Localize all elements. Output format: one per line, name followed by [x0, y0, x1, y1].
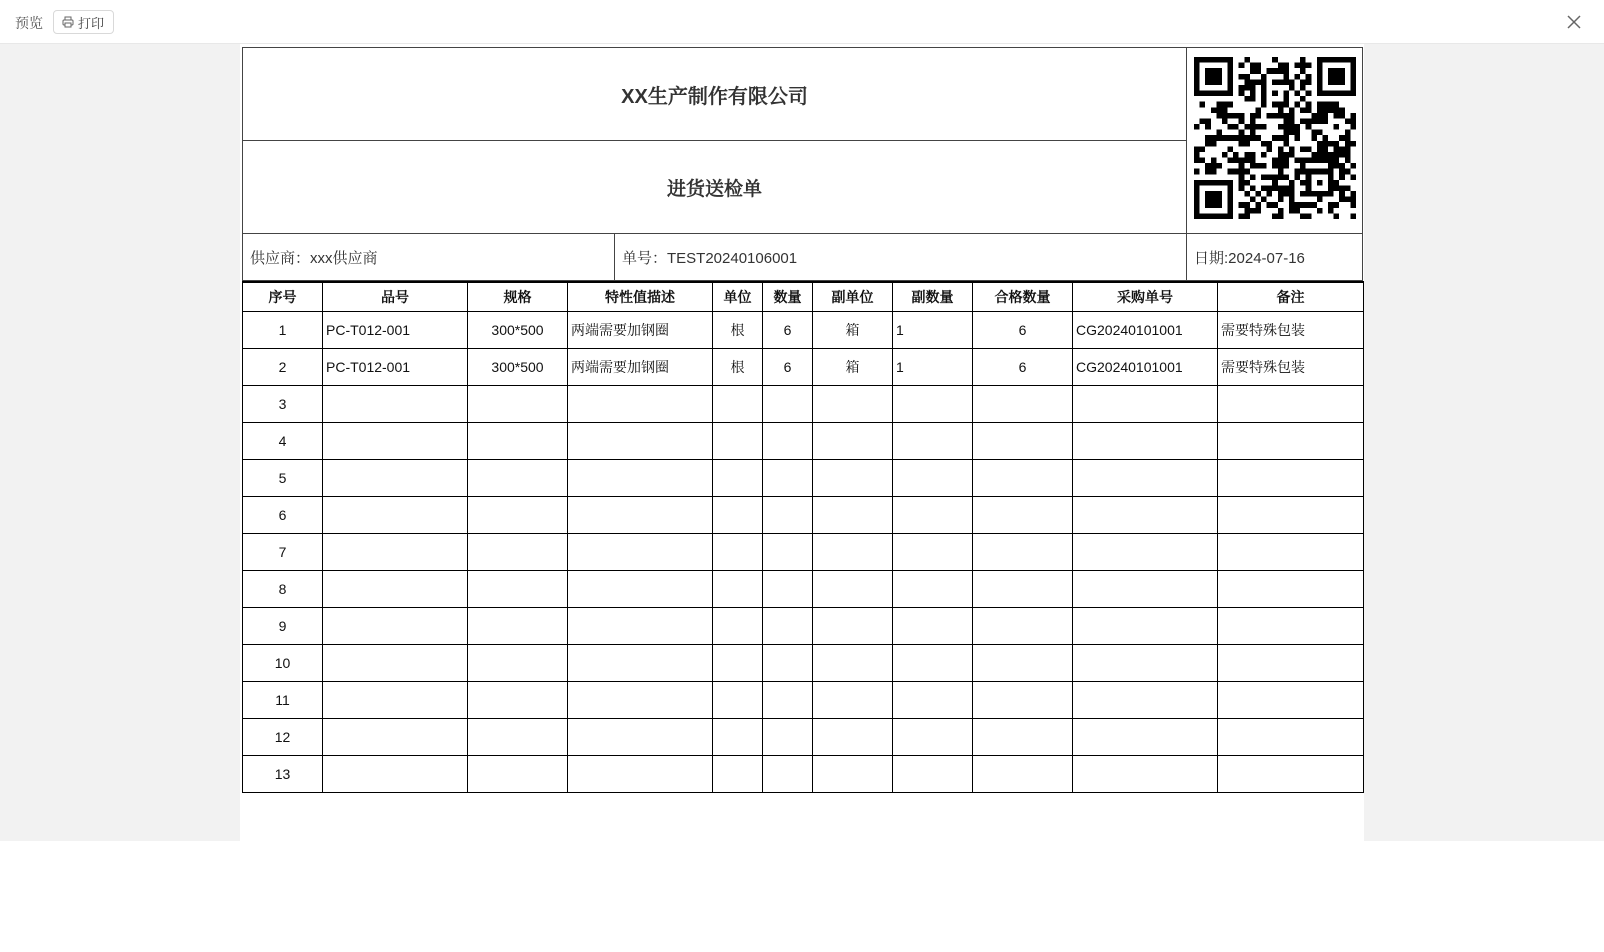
cell-unit — [713, 608, 763, 645]
table-row — [243, 756, 1364, 793]
cell-characteristic — [568, 534, 713, 571]
cell-sub-unit — [813, 608, 893, 645]
cell-remark — [1218, 460, 1364, 497]
col-header: 副单位 — [813, 282, 893, 312]
cell-sub-unit — [813, 645, 893, 682]
cell-characteristic — [568, 608, 713, 645]
table-row — [243, 571, 1364, 608]
preview-title: 预览 — [15, 15, 43, 31]
cell-qty — [763, 645, 813, 682]
table-row — [243, 460, 1364, 497]
table-row — [243, 349, 1364, 386]
cell-qualified-qty — [973, 386, 1073, 423]
cell-sub-qty — [893, 386, 973, 423]
supplier-field: 供应商：xxx供应商 — [243, 234, 615, 281]
close-icon — [1564, 19, 1584, 36]
cell-part-no — [323, 497, 468, 534]
cell-remark — [1218, 645, 1364, 682]
cell-qty — [763, 756, 813, 793]
cell-po-no — [1073, 423, 1218, 460]
cell-spec — [468, 608, 568, 645]
cell-seq: 2 — [243, 349, 323, 386]
col-header: 序号 — [243, 282, 323, 312]
cell-part-no — [323, 719, 468, 756]
table-row — [243, 497, 1364, 534]
cell-qty — [763, 571, 813, 608]
cell-characteristic — [568, 386, 713, 423]
cell-spec — [468, 682, 568, 719]
cell-remark — [1218, 534, 1364, 571]
cell-qty — [763, 386, 813, 423]
cell-seq: 1 — [243, 312, 323, 349]
company-name: XX生产制作有限公司 — [243, 48, 1187, 141]
cell-part-no: PC-T012-001 — [323, 349, 468, 386]
cell-sub-qty: 1 — [893, 312, 973, 349]
cell-sub-qty — [893, 460, 973, 497]
cell-qty — [763, 423, 813, 460]
cell-sub-unit — [813, 756, 893, 793]
cell-part-no — [323, 386, 468, 423]
cell-qualified-qty: 6 — [973, 312, 1073, 349]
cell-seq: 12 — [243, 719, 323, 756]
cell-part-no — [323, 756, 468, 793]
col-header: 规格 — [468, 282, 568, 312]
cell-qty: 6 — [763, 349, 813, 386]
cell-characteristic — [568, 645, 713, 682]
print-button[interactable] — [53, 10, 114, 34]
cell-unit — [713, 497, 763, 534]
cell-remark — [1218, 497, 1364, 534]
cell-part-no — [323, 423, 468, 460]
cell-unit — [713, 645, 763, 682]
cell-characteristic — [568, 682, 713, 719]
cell-unit — [713, 534, 763, 571]
inspection-table — [242, 281, 1364, 793]
cell-remark — [1218, 682, 1364, 719]
cell-remark — [1218, 571, 1364, 608]
cell-seq: 5 — [243, 460, 323, 497]
cell-po-no — [1073, 534, 1218, 571]
cell-unit — [713, 386, 763, 423]
cell-unit — [713, 571, 763, 608]
qr-code-cell — [1187, 48, 1363, 234]
cell-part-no — [323, 460, 468, 497]
cell-spec — [468, 645, 568, 682]
cell-po-no — [1073, 460, 1218, 497]
cell-spec — [468, 423, 568, 460]
cell-po-no: CG20240101001 — [1073, 349, 1218, 386]
cell-qualified-qty — [973, 460, 1073, 497]
col-header: 品号 — [323, 282, 468, 312]
cell-sub-unit — [813, 460, 893, 497]
cell-unit — [713, 719, 763, 756]
table-row — [243, 719, 1364, 756]
table-header-row — [243, 282, 1364, 312]
cell-spec — [468, 756, 568, 793]
cell-po-no — [1073, 497, 1218, 534]
table-row — [243, 534, 1364, 571]
cell-sub-unit: 箱 — [813, 312, 893, 349]
printer-icon — [62, 16, 74, 28]
date-field: 日期:2024-07-16 — [1187, 234, 1363, 281]
cell-characteristic — [568, 756, 713, 793]
document-header — [242, 47, 1363, 281]
close-button[interactable] — [1564, 12, 1584, 32]
table-row — [243, 312, 1364, 349]
cell-qualified-qty — [973, 608, 1073, 645]
table-row — [243, 423, 1364, 460]
cell-qty — [763, 682, 813, 719]
cell-seq: 7 — [243, 534, 323, 571]
cell-qualified-qty — [973, 534, 1073, 571]
cell-qty: 6 — [763, 312, 813, 349]
cell-remark — [1218, 386, 1364, 423]
cell-remark — [1218, 608, 1364, 645]
cell-seq: 4 — [243, 423, 323, 460]
cell-part-no: PC-T012-001 — [323, 312, 468, 349]
cell-qualified-qty — [973, 682, 1073, 719]
cell-remark: 需要特殊包装 — [1218, 349, 1364, 386]
cell-part-no — [323, 608, 468, 645]
cell-seq: 8 — [243, 571, 323, 608]
cell-part-no — [323, 534, 468, 571]
col-header: 特性值描述 — [568, 282, 713, 312]
cell-sub-qty — [893, 571, 973, 608]
cell-po-no — [1073, 608, 1218, 645]
cell-sub-qty — [893, 645, 973, 682]
cell-remark — [1218, 423, 1364, 460]
cell-sub-unit: 箱 — [813, 349, 893, 386]
cell-qty — [763, 497, 813, 534]
cell-sub-unit — [813, 386, 893, 423]
cell-po-no — [1073, 386, 1218, 423]
table-row — [243, 645, 1364, 682]
cell-po-no — [1073, 645, 1218, 682]
cell-qty — [763, 460, 813, 497]
cell-sub-qty — [893, 756, 973, 793]
cell-spec — [468, 386, 568, 423]
cell-seq: 11 — [243, 682, 323, 719]
cell-spec — [468, 571, 568, 608]
col-header: 备注 — [1218, 282, 1364, 312]
cell-sub-unit — [813, 571, 893, 608]
order-number-field: 单号：TEST20240106001 — [615, 234, 1187, 281]
cell-po-no — [1073, 756, 1218, 793]
qr-code — [1194, 57, 1356, 219]
cell-qualified-qty — [973, 756, 1073, 793]
cell-qualified-qty — [973, 497, 1073, 534]
cell-spec: 300*500 — [468, 349, 568, 386]
col-header: 合格数量 — [973, 282, 1073, 312]
cell-characteristic — [568, 497, 713, 534]
cell-unit: 根 — [713, 349, 763, 386]
cell-part-no — [323, 682, 468, 719]
cell-po-no: CG20240101001 — [1073, 312, 1218, 349]
cell-qualified-qty: 6 — [973, 349, 1073, 386]
cell-sub-unit — [813, 497, 893, 534]
cell-part-no — [323, 571, 468, 608]
cell-seq: 13 — [243, 756, 323, 793]
cell-seq: 6 — [243, 497, 323, 534]
cell-spec: 300*500 — [468, 312, 568, 349]
cell-remark: 需要特殊包装 — [1218, 312, 1364, 349]
cell-po-no — [1073, 719, 1218, 756]
cell-sub-qty — [893, 534, 973, 571]
col-header: 副数量 — [893, 282, 973, 312]
cell-remark — [1218, 719, 1364, 756]
cell-qualified-qty — [973, 719, 1073, 756]
cell-qty — [763, 608, 813, 645]
cell-po-no — [1073, 682, 1218, 719]
table-row — [243, 608, 1364, 645]
cell-spec — [468, 460, 568, 497]
cell-seq: 10 — [243, 645, 323, 682]
cell-sub-qty — [893, 497, 973, 534]
cell-sub-qty — [893, 719, 973, 756]
cell-characteristic: 两端需要加钢圈 — [568, 349, 713, 386]
cell-remark — [1218, 756, 1364, 793]
cell-characteristic — [568, 460, 713, 497]
table-row — [243, 386, 1364, 423]
cell-spec — [468, 719, 568, 756]
cell-unit — [713, 682, 763, 719]
cell-spec — [468, 497, 568, 534]
cell-po-no — [1073, 571, 1218, 608]
cell-sub-unit — [813, 534, 893, 571]
document-title: 进货送检单 — [243, 141, 1187, 234]
cell-sub-qty — [893, 682, 973, 719]
col-header: 采购单号 — [1073, 282, 1218, 312]
cell-part-no — [323, 645, 468, 682]
cell-unit — [713, 423, 763, 460]
cell-sub-unit — [813, 719, 893, 756]
cell-characteristic: 两端需要加钢圈 — [568, 312, 713, 349]
cell-qty — [763, 719, 813, 756]
cell-unit: 根 — [713, 312, 763, 349]
cell-seq: 9 — [243, 608, 323, 645]
preview-viewport[interactable] — [0, 44, 1604, 841]
cell-sub-qty — [893, 423, 973, 460]
cell-qualified-qty — [973, 423, 1073, 460]
table-row — [243, 682, 1364, 719]
cell-unit — [713, 756, 763, 793]
cell-characteristic — [568, 571, 713, 608]
cell-qualified-qty — [973, 571, 1073, 608]
cell-characteristic — [568, 423, 713, 460]
cell-seq: 3 — [243, 386, 323, 423]
document-sheet — [240, 44, 1364, 841]
cell-characteristic — [568, 719, 713, 756]
cell-unit — [713, 460, 763, 497]
col-header: 数量 — [763, 282, 813, 312]
cell-sub-qty — [893, 608, 973, 645]
cell-sub-unit — [813, 423, 893, 460]
cell-sub-unit — [813, 682, 893, 719]
cell-sub-qty: 1 — [893, 349, 973, 386]
print-label: 打印 — [78, 15, 105, 31]
col-header: 单位 — [713, 282, 763, 312]
cell-qty — [763, 534, 813, 571]
preview-toolbar — [0, 0, 1604, 44]
cell-spec — [468, 534, 568, 571]
cell-qualified-qty — [973, 645, 1073, 682]
